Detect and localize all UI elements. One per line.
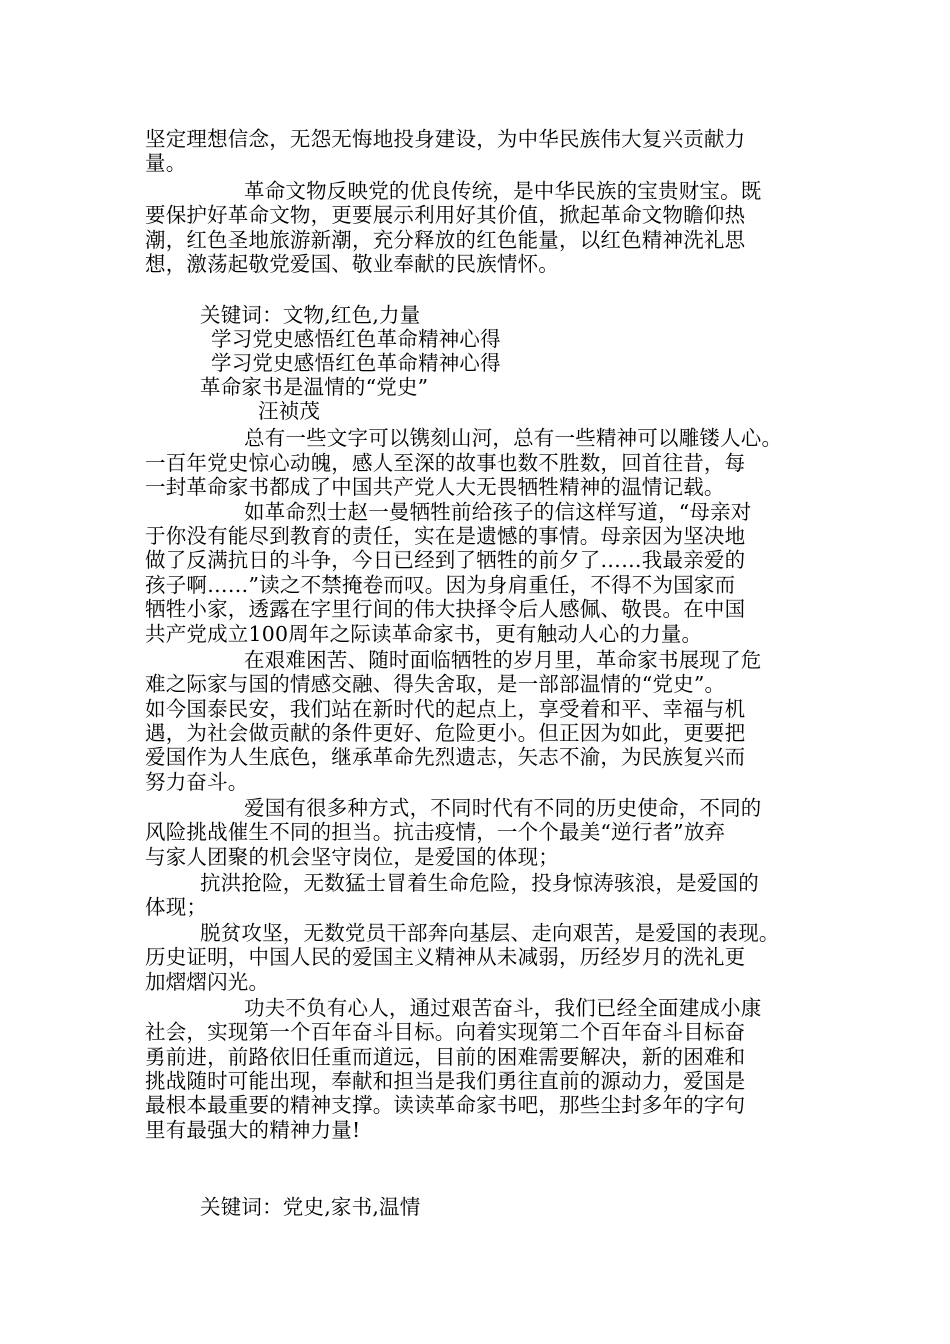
text-line: 风险挑战催生不同的担当。抗击疫情，一个个最美“逆行者”放弃 [145, 820, 726, 844]
text-line: 爱国作为人生底色，继承革命先烈遗志，矢志不渝，为民族复兴而 [145, 745, 746, 769]
paragraph-start-line: 总有一些文字可以镌刻山河，总有一些精神可以雕镂人心。 [244, 426, 783, 450]
author-name: 汪祯茂 [258, 399, 321, 423]
text-line: 如今国泰民安，我们站在新时代的起点上，享受着和平、幸福与机 [145, 697, 746, 721]
text-line: 潮，红色圣地旅游新潮，充分释放的红色能量，以红色精神洗礼思 [145, 228, 746, 252]
text-line: 遇，为社会做贡献的条件更好、危险更小。但正因为如此，更要把 [145, 721, 746, 745]
text-line: 与家人团聚的机会坚守岗位，是爱国的体现； [145, 845, 559, 869]
text-line: 一百年党史惊心动魄，感人至深的故事也数不胜数，回首往昔，每 [145, 451, 746, 475]
heading-line: 学习党史感悟红色革命精神心得 [211, 327, 501, 351]
text-line: 最根本最重要的精神支撑。读读革命家书吧，那些尘封多年的字句 [145, 1093, 746, 1117]
paragraph-start-line: 脱贫攻坚，无数党员干部奔向基层、走向艰苦，是爱国的表现。 [200, 921, 780, 945]
text-line: 体现； [145, 895, 208, 919]
text-line: 坚定理想信念，无怨无悔地投身建设，为中华民族伟大复兴贡献力 [145, 127, 746, 151]
keywords-line: 关键词：文物,红色,力量 [200, 303, 421, 327]
text-line: 挑战随时可能出现，奉献和担当是我们勇往直前的源动力，爱国是 [145, 1069, 746, 1093]
heading-line: 学习党史感悟红色革命精神心得 [211, 351, 501, 375]
text-line: 孩子啊……”读之不禁掩卷而叹。因为身肩重任，不得不为国家而 [145, 573, 736, 597]
keywords-line: 关键词：党史,家书,温情 [200, 1195, 421, 1219]
paragraph-start-line: 抗洪抢险，无数猛士冒着生命危险，投身惊涛骇浪，是爱国的 [200, 871, 759, 895]
paragraph-start-line: 如革命烈士赵一曼牺牲前给孩子的信这样写道，“母亲对 [244, 500, 752, 524]
text-line: 里有最强大的精神力量! [145, 1118, 361, 1142]
paragraph-start-line: 革命文物反映党的优良传统，是中华民族的宝贵财宝。既 [244, 179, 762, 203]
text-line: 历史证明，中国人民的爱国主义精神从未减弱，历经岁月的洗礼更 [145, 945, 746, 969]
text-line: 牺牲小家，透露在字里行间的伟大抉择令后人感佩、敬畏。在中国 [145, 597, 746, 621]
text-line: 勇前进，前路依旧任重而道远，目前的困难需要解决，新的困难和 [145, 1045, 746, 1069]
text-line: 加熠熠闪光。 [145, 970, 270, 994]
text-line: 想，激荡起敬党爱国、敬业奉献的民族情怀。 [145, 252, 559, 276]
text-line: 努力奋斗。 [145, 770, 249, 794]
text-line: 一封革命家书都成了中国共产党人大无畏牺牲精神的温情记载。 [145, 475, 725, 499]
text-line: 共产党成立100周年之际读革命家书，更有触动人心的力量。 [145, 622, 703, 646]
paragraph-start-line: 功夫不负有心人，通过艰苦奋斗，我们已经全面建成小康 [244, 996, 762, 1020]
paragraph-start-line: 爱国有很多种方式，不同时代有不同的历史使命，不同的 [244, 796, 762, 820]
text-line: 量。 [145, 151, 187, 175]
text-line: 社会，实现第一个百年奋斗目标。向着实现第二个百年奋斗目标奋 [145, 1020, 746, 1044]
paragraph-start-line: 在艰难困苦、随时面临牺牲的岁月里，革命家书展现了危 [244, 648, 762, 672]
text-line: 难之际家与国的情感交融、得失舍取，是一部部温情的“党史”。 [145, 672, 726, 696]
article-title: 革命家书是温情的“党史” [200, 375, 429, 399]
text-line: 要保护好革命文物，更要展示利用好其价值，掀起革命文物瞻仰热 [145, 203, 746, 227]
text-line: 于你没有能尽到教育的责任，实在是遗憾的事情。母亲因为坚决地 [145, 524, 746, 548]
text-line: 做了反满抗日的斗争，今日已经到了牺牲的前夕了……我最亲爱的 [145, 548, 746, 572]
